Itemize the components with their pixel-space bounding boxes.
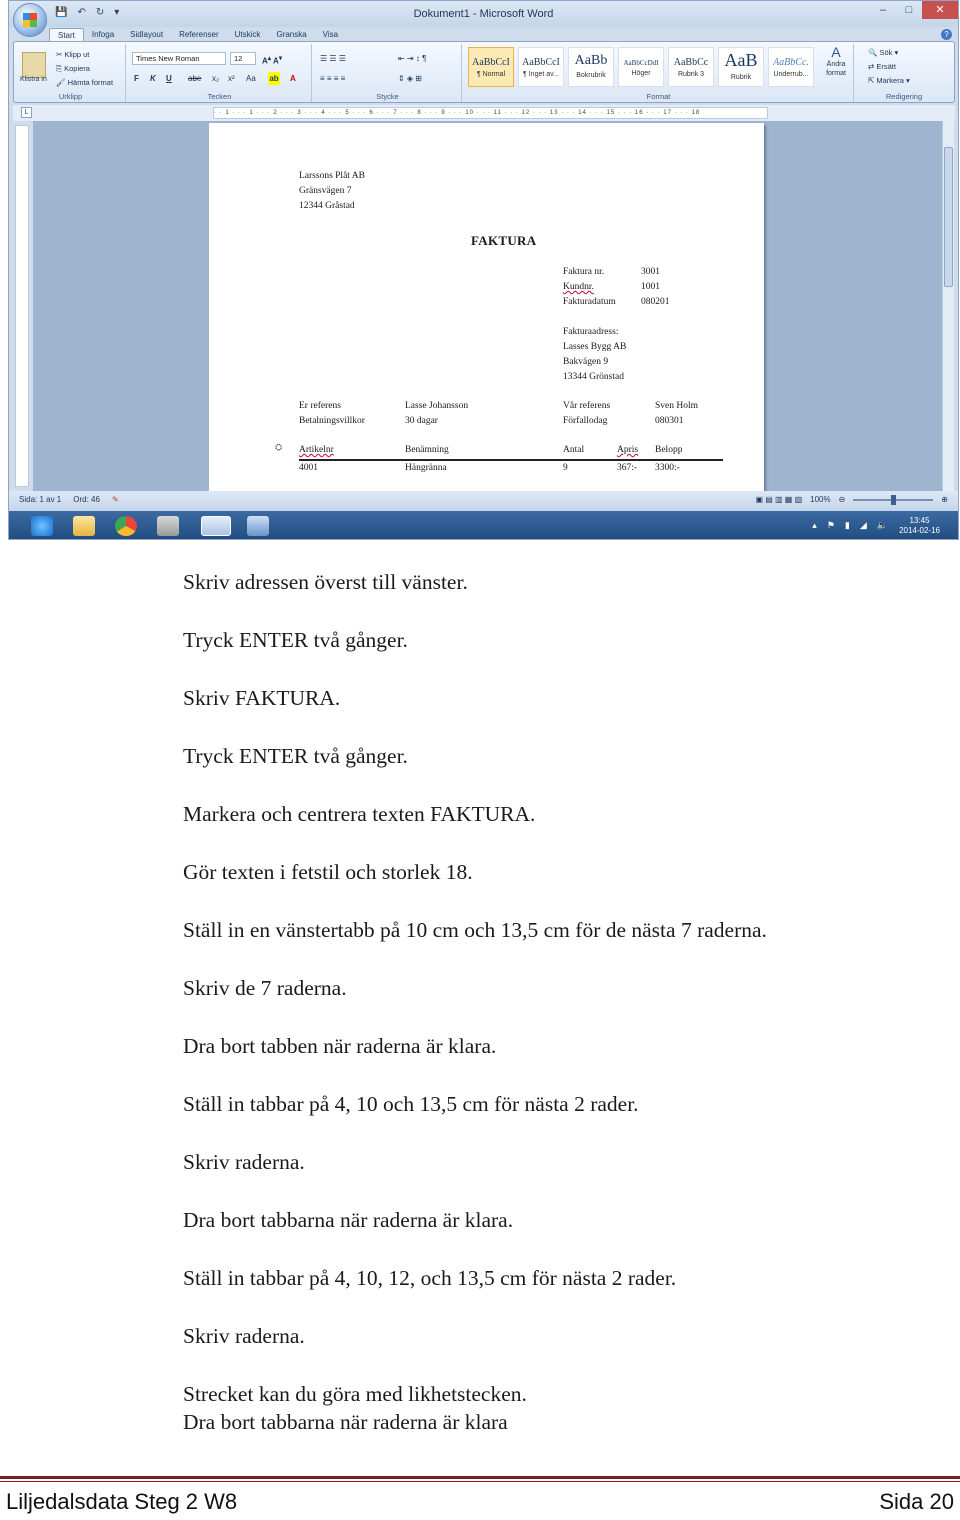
page-count[interactable]: Sida: 1 av 1 [19, 495, 62, 504]
replace-icon: ⇄ [868, 62, 877, 71]
ref-value-2: Sven Holm [655, 401, 699, 411]
footer-page-number: Sida 20 [879, 1489, 954, 1514]
invoice-address-1: Lasses Bygg AB [563, 342, 627, 352]
footer-rule-thin [0, 1481, 960, 1482]
terms-label: Betalningsvillkor [299, 416, 365, 426]
copy-button[interactable]: ⎘ Kopiera [56, 64, 90, 73]
clock-time: 13:45 [909, 516, 930, 525]
document-page[interactable] [209, 123, 764, 491]
help-icon[interactable]: ? [941, 29, 952, 40]
invoice-address-2: Bakvägen 9 [563, 357, 609, 367]
ref-label-1: Er referens [299, 401, 341, 411]
customize-qat-icon[interactable]: ▾ [114, 7, 120, 18]
footer-rule [0, 1476, 960, 1479]
bold-icon[interactable]: F [134, 74, 139, 83]
font-size-select[interactable]: 12 [230, 52, 256, 65]
editing-group [856, 44, 952, 102]
due-value: 080301 [655, 416, 684, 426]
ref-value-1: Lasse Johansson [405, 401, 469, 411]
tab-referenser[interactable]: Referenser [179, 30, 219, 39]
superscript-icon[interactable]: x² [228, 74, 235, 83]
vertical-ruler[interactable] [15, 125, 29, 487]
word-taskbar-icon[interactable] [201, 516, 231, 536]
chrome-icon[interactable] [115, 516, 137, 536]
col-header-qty: Antal [563, 445, 585, 455]
close-button[interactable]: ✕ [922, 1, 958, 19]
instruction-11: Skriv raderna. [183, 1150, 305, 1174]
zoom-slider[interactable] [853, 499, 933, 501]
italic-icon[interactable]: K [150, 74, 156, 83]
invoice-address-3: 13344 Grönstad [563, 372, 624, 382]
instruction-15: Strecket kan du göra med likhetstecken. [183, 1382, 527, 1406]
indent-icon[interactable]: ⇤ ⇥ ↕ ¶ [398, 54, 427, 63]
ruler-row [13, 105, 955, 121]
autocorrect-icon[interactable]: ⛭ [275, 443, 283, 453]
internet-explorer-icon[interactable] [31, 516, 53, 536]
clipboard-label: Urklipp [58, 92, 83, 101]
instruction-14: Skriv raderna. [183, 1324, 305, 1348]
horizontal-ruler[interactable]: · · 1 · · · 1 · · · 2 · · · 3 · · · 4 · · · 5 · · · 6 · · · 7 · · · 8 · · · 9 · · · 10 · · · 11 · · · 12 · · · 13 · · · 14 · · · 15 · · · 16 · · · 17 · · · 18 [213, 107, 768, 119]
instruction-2: Tryck ENTER två gånger. [183, 628, 408, 652]
status-bar [9, 491, 958, 511]
word-count[interactable]: Ord: 46 [73, 495, 100, 504]
cell-name: Hängränna [405, 463, 447, 473]
ribbon [13, 41, 955, 103]
undo-icon[interactable]: ↶ [77, 7, 86, 18]
info-label-1: Faktura nr. [563, 267, 605, 277]
info-label-3: Fakturadatum [563, 297, 616, 307]
bullets-icon[interactable]: ☰ ☰ ☰ [320, 54, 346, 63]
select-button[interactable]: ⇱ Markera ▾ [868, 76, 910, 85]
editing-label: Redigering [885, 92, 923, 101]
view-buttons-icon[interactable]: ▣ ▤ ▥ ▦ ▧ [755, 495, 803, 504]
paste-button[interactable]: Klistra in [20, 76, 47, 83]
binoculars-icon: 🔍 [868, 48, 880, 57]
info-value-2: 1001 [641, 282, 660, 292]
clock-date: 2014-02-16 [899, 526, 940, 535]
strikethrough-icon[interactable]: abe [188, 74, 202, 83]
tab-sidlayout[interactable]: Sidlayout [130, 30, 164, 39]
styles-label: Format [646, 92, 671, 101]
instruction-4: Tryck ENTER två gånger. [183, 744, 408, 768]
cell-amount: 3300:- [655, 463, 680, 473]
sender-line-2: Gränsvägen 7 [299, 186, 352, 196]
instruction-13: Ställ in tabbar på 4, 10, 12, och 13,5 cm för nästa 2 rader. [183, 1266, 677, 1290]
redo-icon[interactable]: ↻ [95, 7, 105, 18]
align-icons[interactable]: ≡ ≡ ≡ ≡ [320, 74, 346, 83]
minimize-button[interactable]: – [879, 4, 887, 16]
sender-line-3: 12344 Gråstad [299, 201, 355, 211]
save-icon[interactable]: 💾 [55, 7, 68, 18]
shading-icon[interactable]: ⇕ ◈ ⊞ [398, 74, 423, 83]
instruction-5: Markera och centrera texten FAKTURA. [183, 802, 536, 826]
styles-group [464, 44, 854, 102]
zoom-level[interactable]: 100% [810, 495, 831, 504]
font-family-select[interactable]: Times New Roman [132, 52, 226, 65]
footer-left: Liljedalsdata Steg 2 W8 [6, 1489, 238, 1514]
style-hoger[interactable]: AaBbCcDdI Höger [618, 47, 664, 87]
grow-font-icon[interactable]: A▴ A▾ [262, 55, 283, 66]
paragraph-group [314, 44, 462, 102]
signal-icon[interactable]: ◢ [859, 520, 867, 530]
tab-infoga[interactable]: Infoga [91, 30, 115, 39]
scroll-thumb[interactable] [944, 147, 953, 287]
col-header-amount: Belopp [655, 445, 683, 455]
highlight-icon[interactable]: ab [269, 74, 279, 83]
col-header-price: Apris [617, 445, 639, 455]
change-styles-icon: A [831, 44, 841, 60]
replace-button[interactable]: ⇄ Ersätt [868, 62, 896, 71]
instruction-12: Dra bort tabbarna när raderna är klara. [183, 1208, 514, 1232]
style-rubrik[interactable]: AaB Rubrik [718, 47, 764, 87]
paste-icon[interactable] [22, 52, 46, 78]
underline-icon[interactable]: U [166, 74, 172, 83]
instruction-1: Skriv adressen överst till vänster. [183, 570, 468, 594]
info-value-1: 3001 [641, 267, 660, 277]
cut-button[interactable]: ✂ Klipp ut [56, 50, 90, 59]
instruction-3: Skriv FAKTURA. [183, 686, 341, 710]
ribbon-tabs [49, 28, 346, 42]
font-group [128, 44, 312, 102]
style-normal[interactable]: AaBbCcI ¶ Normal [468, 47, 514, 87]
app-icon[interactable] [157, 516, 179, 536]
subscript-icon[interactable]: x₂ [212, 74, 220, 83]
cell-article: 4001 [299, 463, 318, 473]
instruction-8: Skriv de 7 raderna. [183, 976, 347, 1000]
tab-visa[interactable]: Visa [322, 30, 339, 39]
cell-qty: 9 [563, 463, 568, 473]
col-header-article: Artikelnr [299, 445, 334, 455]
zoom-slider-handle[interactable] [891, 495, 896, 505]
style-underrubrik[interactable]: AaBbCc. Underrub... [768, 47, 814, 87]
col-header-name: Benämning [405, 445, 449, 455]
instruction-7: Ställ in en vänstertabb på 10 cm och 13,5 cm för de nästa 7 raderna. [183, 918, 767, 942]
instruction-9: Dra bort tabben när raderna är klara. [183, 1034, 497, 1058]
tab-start[interactable]: Start [49, 28, 84, 42]
document-area [33, 121, 945, 491]
tray-arrow-icon[interactable]: ▴ [812, 520, 817, 530]
invoice-address-label: Fakturaadress: [563, 327, 619, 337]
volume-icon[interactable]: 🔈 [876, 520, 888, 530]
style-no-spacing[interactable]: AaBbCcI ¶ Inget av... [518, 47, 564, 87]
instruction-10: Ställ in tabbar på 4, 10 och 13,5 cm för nästa 2 rader. [183, 1092, 639, 1116]
maximize-button[interactable]: □ [905, 4, 913, 16]
word-screenshot [8, 0, 959, 540]
tray-icons [812, 520, 888, 531]
style-bokrubrik[interactable]: AaBb Bokrubrik [568, 47, 614, 87]
network-icon[interactable]: ▮ [844, 520, 850, 530]
info-value-3: 080201 [641, 297, 670, 307]
copy-icon: ⎘ [56, 64, 65, 73]
instruction-6: Gör texten i fetstil och storlek 18. [183, 860, 473, 884]
clock[interactable] [899, 516, 940, 536]
office-logo-icon [23, 13, 37, 27]
clipboard-group [16, 44, 126, 102]
tab-selector-icon[interactable]: L [21, 107, 32, 118]
find-button[interactable]: 🔍 Sök ▾ [868, 48, 899, 57]
zoom-out-icon[interactable]: ⊖ [838, 495, 846, 504]
taskbar [9, 511, 958, 540]
vertical-scrollbar[interactable] [942, 121, 954, 491]
style-rubrik-3[interactable]: AaBbCc Rubrik 3 [668, 47, 714, 87]
proofing-icon[interactable]: ✎ [111, 495, 119, 504]
font-label: Tecken [207, 92, 232, 101]
change-styles-button[interactable]: A Ändra format [826, 44, 846, 77]
explorer-icon[interactable] [73, 516, 95, 536]
invoice-title: FAKTURA [471, 233, 537, 248]
window-title: Dokument1 - Microsoft Word [413, 8, 554, 20]
font-color-icon[interactable]: A [290, 74, 296, 83]
select-icon: ⇱ [868, 76, 877, 85]
terms-value: 30 dagar [405, 416, 438, 426]
scissors-icon: ✂ [56, 50, 65, 59]
paragraph-label: Stycke [376, 92, 399, 101]
info-label-2: Kundnr. [563, 282, 594, 292]
title-bar [9, 1, 958, 27]
brush-icon: 🖌 [56, 78, 68, 87]
cell-price: 367:- [617, 463, 638, 473]
ref-label-2: Vår referens [563, 401, 611, 411]
tab-granska[interactable]: Granska [276, 30, 307, 39]
instruction-16: Dra bort tabbarna när raderna är klara [183, 1410, 508, 1434]
format-painter-button[interactable]: 🖌 Hämta format [56, 78, 114, 87]
header-rule [299, 459, 723, 461]
due-label: Förfallodag [563, 416, 608, 426]
tab-utskick[interactable]: Utskick [234, 30, 261, 39]
flag-icon[interactable]: ⚑ [826, 520, 835, 530]
change-case-icon[interactable]: Aa [246, 74, 256, 83]
sender-line-1: Larssons Plåt AB [299, 171, 365, 181]
zoom-in-icon[interactable]: ⊕ [941, 495, 948, 504]
office-button[interactable] [13, 3, 47, 37]
paint-icon[interactable] [247, 516, 269, 536]
